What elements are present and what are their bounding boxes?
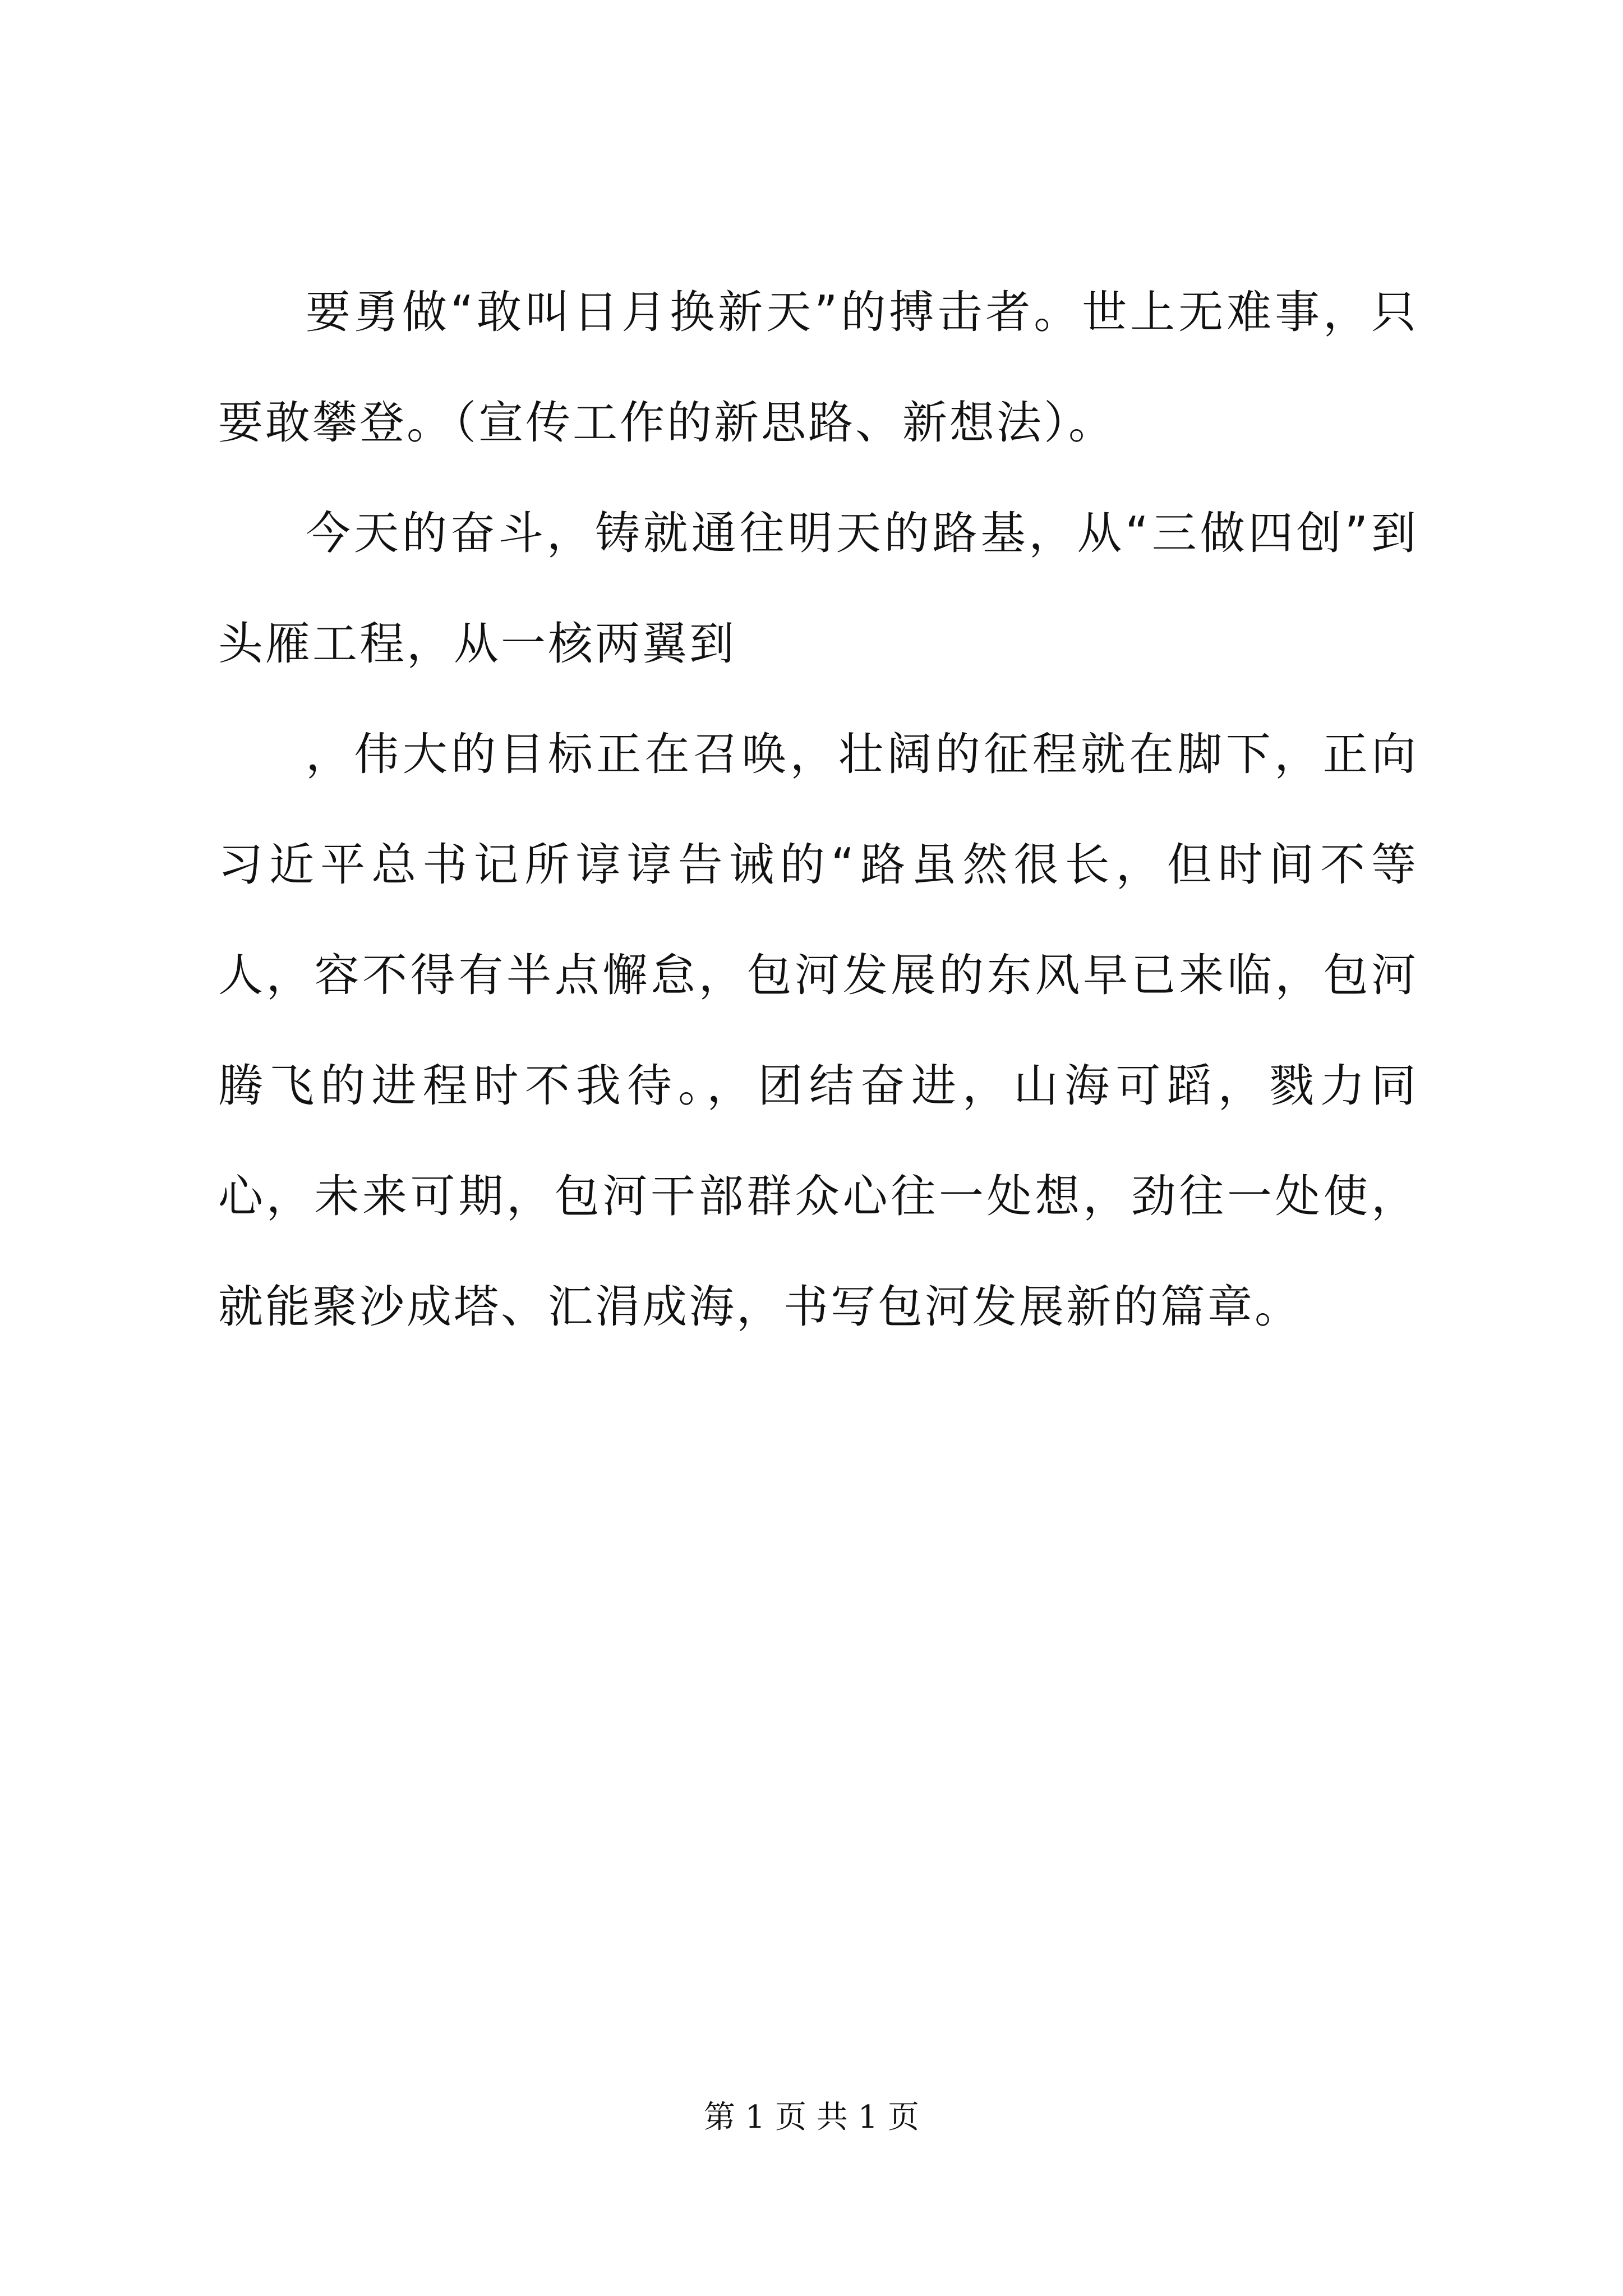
paragraph-1: 要勇做“敢叫日月换新天”的搏击者。世上无难事，只要敢攀登。（宣传工作的新思路、新想法）。 (218, 286, 1418, 449)
document-body (218, 257, 1418, 1362)
paragraph-2: 今天的奋斗，铸就通往明天的路基，从“三做四创”到头雁工程，从一核两翼到 (218, 507, 1418, 670)
paragraph-3: ，伟大的目标正在召唤，壮阔的征程就在脚下，正向习近平总书记所谆谆告诫的“路虽然很长，但时间不等人，容不得有半点懈怠，包河发展的东风早已来临，包河腾飞的进程时不我待。，团结奋进，山海可蹈，戮力同心，未来可期，包河干部群众心往一处想，劲往一处使，就能聚沙成塔、汇涓成海，书写包河发展新的篇章。 (218, 728, 1418, 1333)
page-footer: 第 1 页 共 1 页 (703, 2099, 920, 2136)
